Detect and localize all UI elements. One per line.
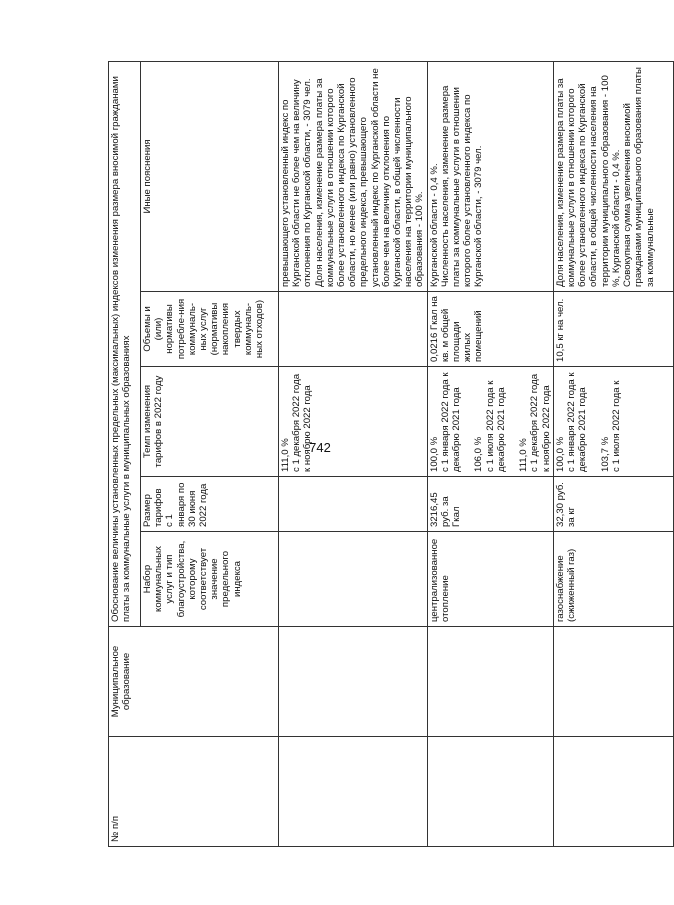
header-volume: Объемы и (или) нормативы потребле-ния коммуналь-ных услуг (нормативы накопления твердых коммуналь-ных отходов) [141,292,279,367]
header-tariff: Размер тарифов с 1 января по 30 июня 2022 года [141,477,279,532]
cell-municipality [553,627,673,737]
table-row [279,61,428,846]
cell-volume: 0,0216 Гкал на кв. м общей площади жилых помещений [427,292,553,367]
cell-service: газоснабжение (сжиженный газ) [553,532,673,627]
cell-num [553,737,673,847]
header-num: № п/п [109,737,279,847]
cell-other: превышающего установленный индекс по Курганской области не более чем на величину отклонения по Курганской области, - 3079 чел. Доля населения, изменение размера платы за коммунальные услуги в отношении которого более установленного индекса по Курганской области, но менее (или равно) установленного предельного индекса, превышающего установленный индекс по Курганской области не более чем на величину отклонения по Курганской области, в общей численности населения на территории муниципального образования - 100 %. [279,61,428,291]
header-service: Набор коммунальных услуг и тип благоустройства, которому соответствует значение предельного индекса [141,532,279,627]
cell-tariff: 3216,45 руб. за Гкал [427,477,553,532]
cell-rate: 111,0 % с 1 декабря 2022 года к ноябрю 2022 года [279,367,428,477]
cell-other: Курганской области - 0,4 %. Численность населения, изменение размера платы за коммунальные услуги в отношении которого более установленного индекса по Курганской области, - 3079 чел. [427,61,553,291]
cell-service [279,532,428,627]
table-row [427,61,553,846]
cell-service: централизованное отопление [427,532,553,627]
cell-num [279,737,428,847]
cell-num [427,737,553,847]
cell-other: Доля населения, изменение размера платы за коммунальные услуги в отношении которого более установленного индекса по Курганской области, в общей численности населения на территории муниципального образования - 100 %, Курганской области - 0,4 %. Совокупная сумма увеличения вносимой гражданами муниципального образования платы за коммунальные [553,61,673,291]
cell-municipality [279,627,428,737]
cell-volume [279,292,428,367]
header-rate: Темп изменения тарифов в 2022 году [141,367,279,477]
header-municipality: Муниципальное образование [109,627,279,737]
page-number: 742 [309,440,331,455]
justification-table [108,61,674,847]
cell-tariff: 32,30 руб. за кг [553,477,673,532]
header-other: Иные пояснения [141,61,279,291]
cell-municipality [427,627,553,737]
cell-rate: 100,0 % с 1 января 2022 года к декабрю 2021 года 103,7 % с 1 июля 2022 года к [553,367,673,477]
cell-tariff [279,477,428,532]
cell-rate: 100,0 % с 1 января 2022 года к декабрю 2021 года 106,0 % с 1 июля 2022 года к декабрю 2021 года 111,0 % с 1 декабря 2022 года к ноябрю 2022 года [427,367,553,477]
table-row [553,61,673,846]
cell-volume: 10,5 кг на чел. [553,292,673,367]
header-group: Обоснование величины установленных предельных (максимальных) индексов изменения размера вносимой гражданами платы за коммунальные услуги в муниципальных образованиях [109,61,141,626]
